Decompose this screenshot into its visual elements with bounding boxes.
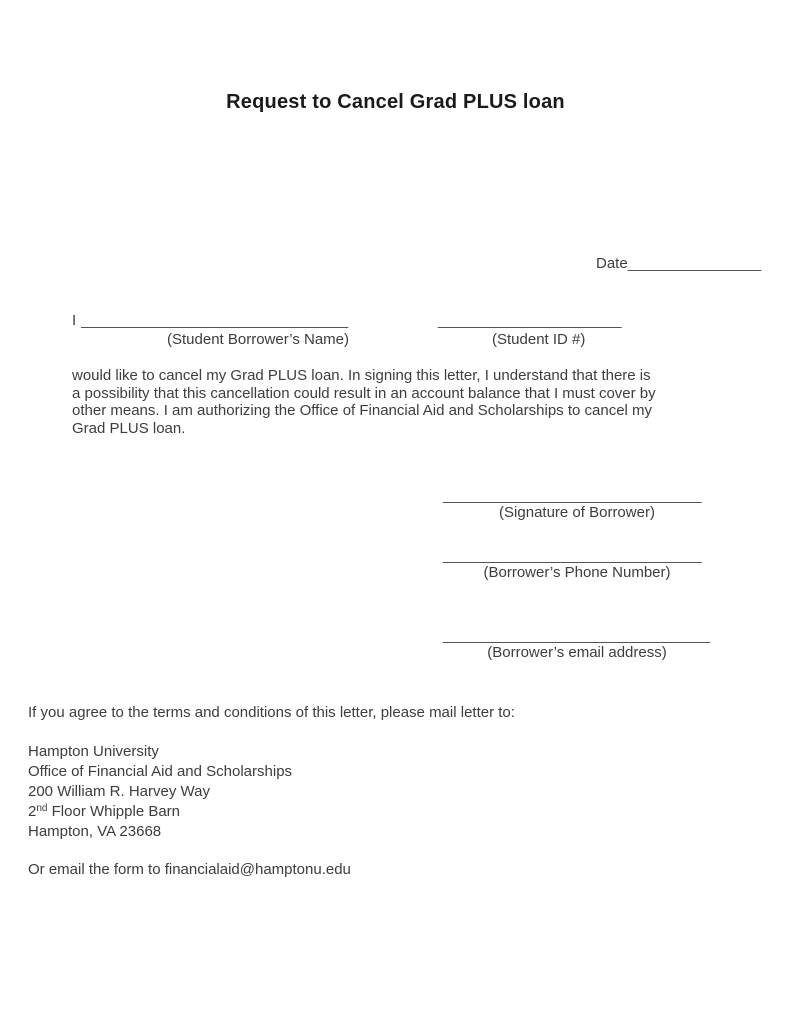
phone-label: (Borrower’s Phone Number) bbox=[483, 564, 671, 581]
student-id-field bbox=[438, 313, 622, 328]
signature-field bbox=[443, 488, 711, 520]
phone-blank-line: _______________________________ bbox=[443, 547, 702, 564]
body-line: other means. I am authorizing the Office of Financial Aid and Scholarships to cancel my bbox=[72, 402, 653, 419]
mail-instruction: If you agree to the terms and conditions of this letter, please mail letter to: bbox=[28, 704, 515, 721]
phone-field bbox=[443, 548, 711, 580]
student-name-prefix: I bbox=[72, 312, 77, 329]
body-line: a possibility that this cancellation could result in an account balance that I must cover by bbox=[72, 384, 656, 402]
signature-label: (Signature of Borrower) bbox=[499, 504, 655, 521]
body-line: Grad PLUS loan. bbox=[72, 419, 186, 437]
student-id-label: (Student ID #) bbox=[492, 331, 586, 348]
date-blank-line: ________________ bbox=[627, 255, 762, 272]
address-floor-ordinal: nd bbox=[36, 803, 48, 814]
address-line-city: Hampton, VA 23668 bbox=[28, 823, 162, 840]
email-field bbox=[443, 628, 711, 660]
address-line-street: 200 William R. Harvey Way bbox=[28, 783, 210, 800]
date-label: Date bbox=[596, 255, 628, 272]
date-field bbox=[596, 256, 761, 271]
email-instruction: Or email the form to financialaid@hamptonu.edu bbox=[28, 861, 351, 878]
mailing-address bbox=[28, 742, 292, 842]
body-line: would like to cancel my Grad PLUS loan. In signing this letter, I understand that there is bbox=[72, 367, 651, 384]
email-blank-line: ________________________________ bbox=[443, 627, 710, 644]
address-line-floor bbox=[28, 802, 292, 822]
address-line-university: Hampton University bbox=[28, 743, 159, 760]
address-floor-rest: Floor Whipple Barn bbox=[47, 803, 181, 820]
student-id-blank-line: ______________________ bbox=[438, 312, 622, 329]
student-name-blank-line: ________________________________ bbox=[81, 312, 349, 329]
document-title: Request to Cancel Grad PLUS loan bbox=[226, 91, 565, 113]
signature-blank-line: _______________________________ bbox=[443, 487, 702, 504]
student-name-label: (Student Borrower’s Name) bbox=[167, 331, 350, 348]
body-paragraph bbox=[72, 367, 712, 437]
email-label: (Borrower’s email address) bbox=[487, 644, 667, 661]
student-name-field bbox=[72, 313, 348, 328]
address-line-office: Office of Financial Aid and Scholarships bbox=[28, 763, 293, 780]
address-floor-number: 2 bbox=[28, 803, 37, 820]
